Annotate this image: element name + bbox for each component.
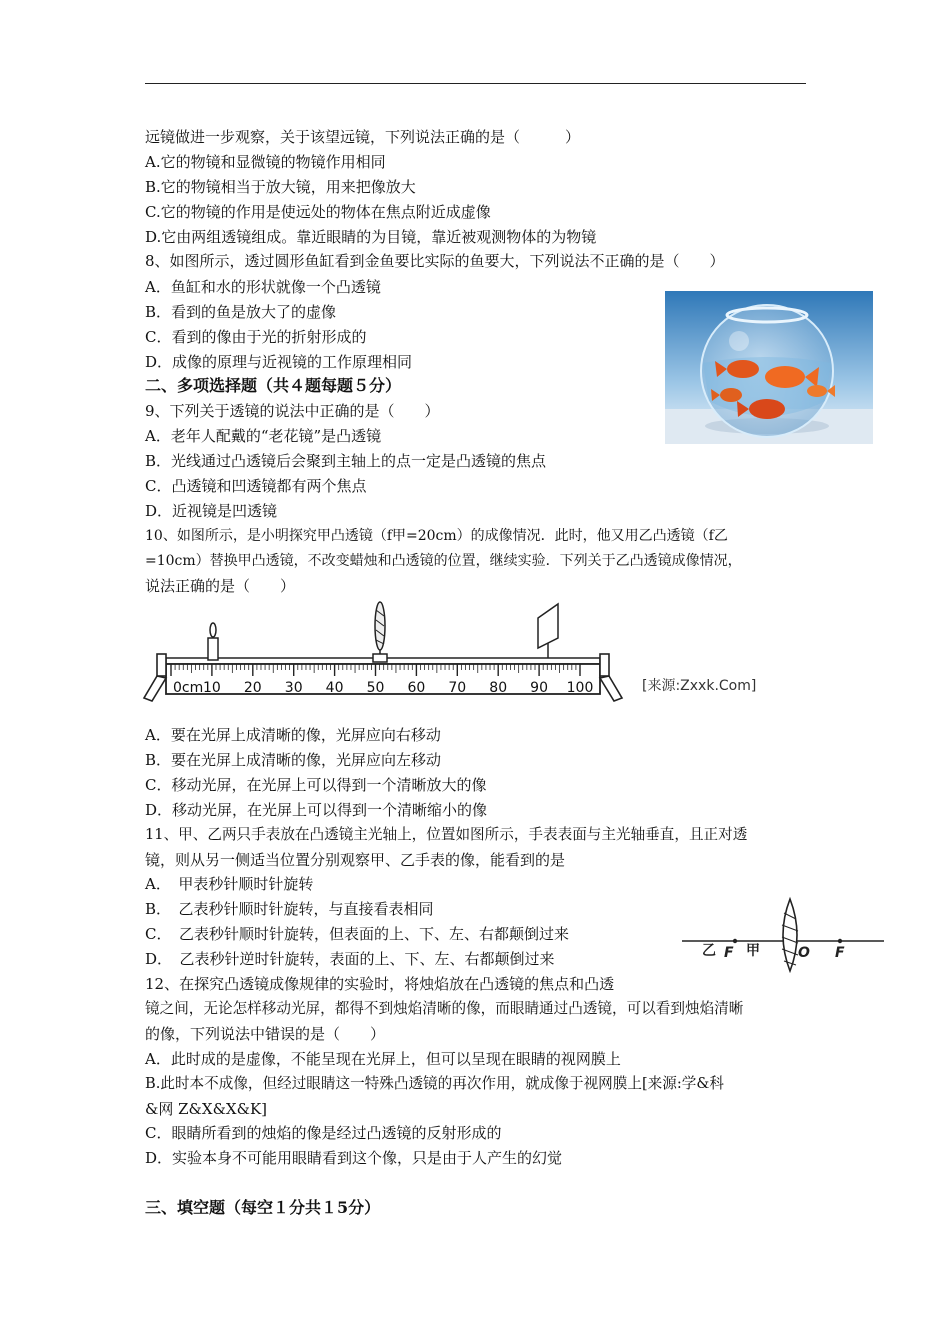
q8-option-d: D．成像的原理与近视镜的工作原理相同 [145, 353, 413, 371]
q12-option-d: D．实验本身不可能用眼睛看到这个像，只是由于人产生的幻觉 [145, 1149, 563, 1167]
focal-point-right [838, 939, 842, 943]
left-leg [144, 654, 166, 701]
q10-stem-line3: 说法正确的是（ ） [145, 577, 296, 595]
label-o: O [798, 945, 810, 961]
convex-lens-symbol [782, 899, 798, 971]
scale-label: 80 [489, 680, 508, 696]
q7-option-a: A.它的物镜和显微镜的物镜作用相同 [145, 153, 386, 171]
q12-stem-line2: 镜之间，无论怎样移动光屏，都得不到烛焰清晰的像，而眼睛通过凸透镜，可以看到烛焰清晰 [145, 1000, 744, 1017]
scale-label: 60 [407, 680, 426, 696]
q11-stem-line2: 镜，则从另一侧适当位置分别观察甲、乙手表的像，能看到的是 [145, 851, 566, 869]
convex-lens [373, 602, 387, 662]
label-f-left: F [724, 945, 734, 961]
label-jia: 甲 [746, 943, 760, 959]
goldfish-bowl-photo [665, 291, 873, 444]
q7-option-b: B.它的物镜相当于放大镜，用来把像放大 [145, 178, 416, 196]
q9-option-a: A．老年人配戴的“老花镜”是凸透镜 [145, 427, 382, 445]
source-note: [来源:Zxxk.Com] [642, 678, 757, 694]
header-rule [145, 83, 806, 84]
section-2-heading: 二、多项选择题（共４题每题５分） [145, 376, 402, 395]
q12-option-b-line1: B.此时本不成像，但经过眼睛这一特殊凸透镜的再次作用，就成像于视网膜上[来源:学&科 [145, 1075, 724, 1092]
section-3-heading: 三、填空题（每空１分共１5分） [145, 1198, 381, 1217]
q12-option-b-line2: &网 Z&X&X&K] [145, 1100, 268, 1118]
q11-stem-line1: 11、甲、乙两只手表放在凸透镜主光轴上，位置如图所示，手表表面与主光轴垂直，且正对透 [145, 826, 748, 843]
scale-label: 20 [243, 680, 262, 696]
scale-label: 90 [530, 680, 549, 696]
q10-stem-line2: =10cm）替换甲凸透镜，不改变蜡烛和凸透镜的位置，继续实验．下列关于乙凸透镜成像情况， [145, 553, 742, 569]
q8-option-b: B．看到的鱼是放大了的虚像 [145, 303, 337, 321]
focal-point-left [733, 939, 737, 943]
q11-option-b: B． 乙表秒针顺时针旋转，与直接看表相同 [145, 900, 434, 918]
q10-option-d: D．移动光屏，在光屏上可以得到一个清晰缩小的像 [145, 801, 488, 819]
q12-option-c: C．眼睛所看到的烛焰的像是经过凸透镜的反射形成的 [145, 1124, 502, 1142]
q12-option-a: A．此时成的是虚像，不能呈现在光屏上，但可以呈现在眼睛的视网膜上 [145, 1050, 621, 1068]
candle [208, 623, 218, 660]
q8-option-c: C．看到的像由于光的折射形成的 [145, 328, 367, 346]
scale-label: 10 [202, 680, 221, 696]
q10-option-b: B．要在光屏上成清晰的像，光屏应向左移动 [145, 751, 442, 769]
label-yi: 乙 [702, 943, 716, 959]
q10-stem-line1: 10、如图所示，是小明探究甲凸透镜（f甲=20cm）的成像情况．此时，他又用乙凸透镜（f乙 [145, 528, 728, 544]
q9-stem: 9、下列关于透镜的说法中正确的是（ ） [145, 402, 440, 420]
q12-stem-line1: 12、在探究凸透镜成像规律的实验时，将烛焰放在凸透镜的焦点和凸透 [145, 975, 615, 993]
q11-option-d: D． 乙表秒针逆时针旋转，表面的上、下、左、右都颠倒过来 [145, 950, 555, 968]
q8-stem: 8、如图所示，透过圆形鱼缸看到金鱼要比实际的鱼要大，下列说法不正确的是（ ） [145, 252, 725, 270]
q8-option-a: A．鱼缸和水的形状就像一个凸透镜 [145, 278, 381, 296]
q11-option-a: A． 甲表秒针顺时针旋转 [145, 875, 314, 893]
q12-stem-line3: 的像，下列说法中错误的是（ ） [145, 1025, 386, 1043]
q9-option-c: C．凸透镜和凹透镜都有两个焦点 [145, 477, 367, 495]
scale-label: 0cm [173, 680, 204, 696]
scale-label: 100 [566, 680, 594, 696]
lens-axis-figure [680, 895, 886, 973]
optical-bench-figure [140, 600, 790, 710]
q10-option-c: C．移动光屏，在光屏上可以得到一个清晰放大的像 [145, 776, 487, 794]
light-screen [538, 604, 558, 658]
q10-option-a: A．要在光屏上成清晰的像，光屏应向右移动 [145, 726, 441, 744]
scale-label: 50 [366, 680, 385, 696]
right-leg [600, 654, 622, 701]
q7-option-d: D.它由两组透镜组成。靠近眼睛的为目镜，靠近被观测物体的为物镜 [145, 228, 597, 246]
scale-label: 70 [448, 680, 467, 696]
q9-option-b: B．光线通过凸透镜后会聚到主轴上的点一定是凸透镜的焦点 [145, 452, 547, 470]
label-f-right: F [835, 945, 845, 961]
q11-option-c: C． 乙表秒针顺时针旋转，但表面的上、下、左、右都颠倒过来 [145, 925, 569, 943]
scale-label: 40 [325, 680, 344, 696]
scale-label: 30 [284, 680, 303, 696]
q7-stem-continued: 远镜做进一步观察，关于该望远镜，下列说法正确的是（ ） [145, 128, 581, 146]
q9-option-d: D．近视镜是凹透镜 [145, 502, 278, 520]
q7-option-c: C.它的物镜的作用是使远处的物体在焦点附近成虚像 [145, 203, 491, 221]
